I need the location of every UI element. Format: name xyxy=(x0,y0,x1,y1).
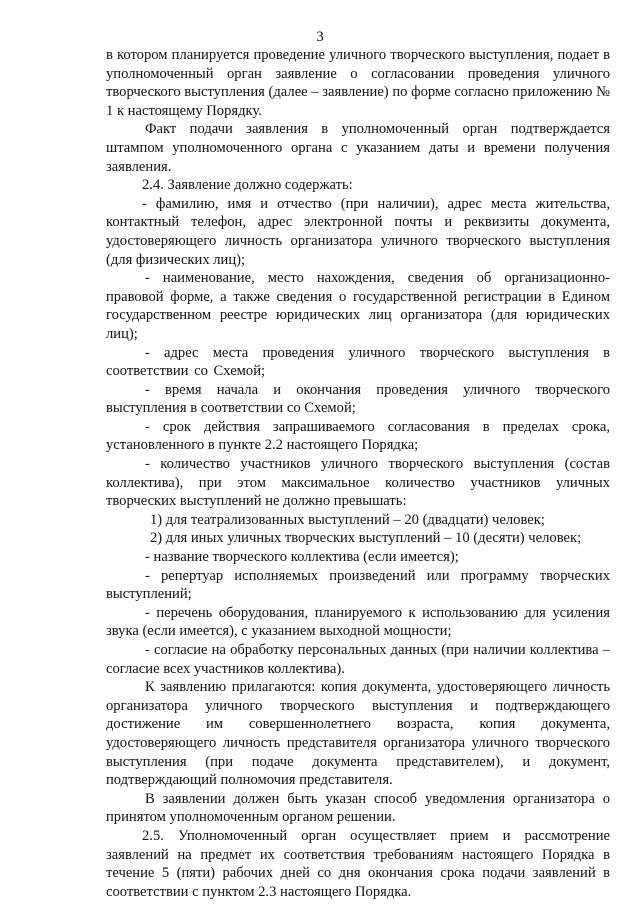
sub-item-theatrical: 1) для театрализованных выступлений – 20 (двадцати) человек; xyxy=(150,511,545,528)
page-number: 3 xyxy=(316,29,324,45)
section-2-4-heading: 2.4. Заявление должно содержать: xyxy=(142,177,353,194)
list-item-consent: - согласие на обработку персональных данных (при наличии коллектива – согласие всех участников коллектива). xyxy=(106,642,610,677)
paragraph-notification: В заявлении должен быть указан способ уведомления организатора о принятом уполномоченным органом решении. xyxy=(106,790,610,826)
list-item-participants: - количество участников уличного творческого выступления (состав коллектива), при этом максимальное количество участников уличных творческих выступлений не должно превышать: xyxy=(106,456,610,510)
list-item-collective-name: - название творческого коллектива (если имеется); xyxy=(145,549,459,566)
paragraph-attachments: К заявлению прилагаются: копия документа, удостоверяющего личность организатора уличного творческого выступления и подтверждающего достижение им совершеннолетнего возраста, копия документа, удостоверяющего личность представителя организатора уличного творческого выступления (при подаче документа представителем), и документ, подтверждающий полномочия представителя. xyxy=(106,679,610,789)
paragraph-continuation: в котором планируется проведение уличного творческого выступления, подает в уполномоченный орган заявление о согласовании проведения уличного творческого выступления (далее – заявление) по форме согласно приложению № 1 к настоящему Порядку. xyxy=(106,47,610,119)
section-2-5: 2.5. Уполномоченный орган осуществляет прием и рассмотрение заявлений на предмет их соответствия требованиям настоящего Порядка в течение 5 (пяти) рабочих дней со дня окончания срока подачи заявлений в соответствии с пунктом 2.3 настоящего Порядка. xyxy=(106,827,610,900)
list-item-individual: - фамилию, имя и отчество (при наличии), адрес места жительства, контактный телефон, адрес электронной почты и реквизиты документа, удостоверяющего личность организатора уличного творческого выступления (для физических лиц); xyxy=(106,195,610,268)
document-body xyxy=(106,46,610,901)
list-item-equipment: - перечень оборудования, планируемого к использованию для усиления звука (если имеется), с указанием выходной мощности; xyxy=(106,604,610,640)
list-item-time: - время начала и окончания проведения уличного творческого выступления в соответствии со Схемой; xyxy=(106,381,610,417)
sub-item-other: 2) для иных уличных творческих выступлений – 10 (десяти) человек; xyxy=(150,530,582,547)
list-item-address: - адрес места проведения уличного творческого выступления в соответствии со Схемой; xyxy=(106,344,610,380)
list-item-legal-entity: - наименование, место нахождения, сведения об организационно-правовой форме, а также сведения о государственной регистрации в Едином государственном реестре юридических лиц организатора (для юридических лиц); xyxy=(106,270,610,342)
list-item-term: - срок действия запрашиваемого согласования в пределах срока, установленного в пункте 2.2 настоящего Порядка; xyxy=(106,418,610,454)
paragraph-stamp-fact: Факт подачи заявления в уполномоченный орган подтверждается штампом уполномоченного органа с указанием даты и времени получения заявления. xyxy=(106,121,610,175)
list-item-repertoire: - репертуар исполняемых произведений или программу творческих выступлений; xyxy=(106,567,610,603)
